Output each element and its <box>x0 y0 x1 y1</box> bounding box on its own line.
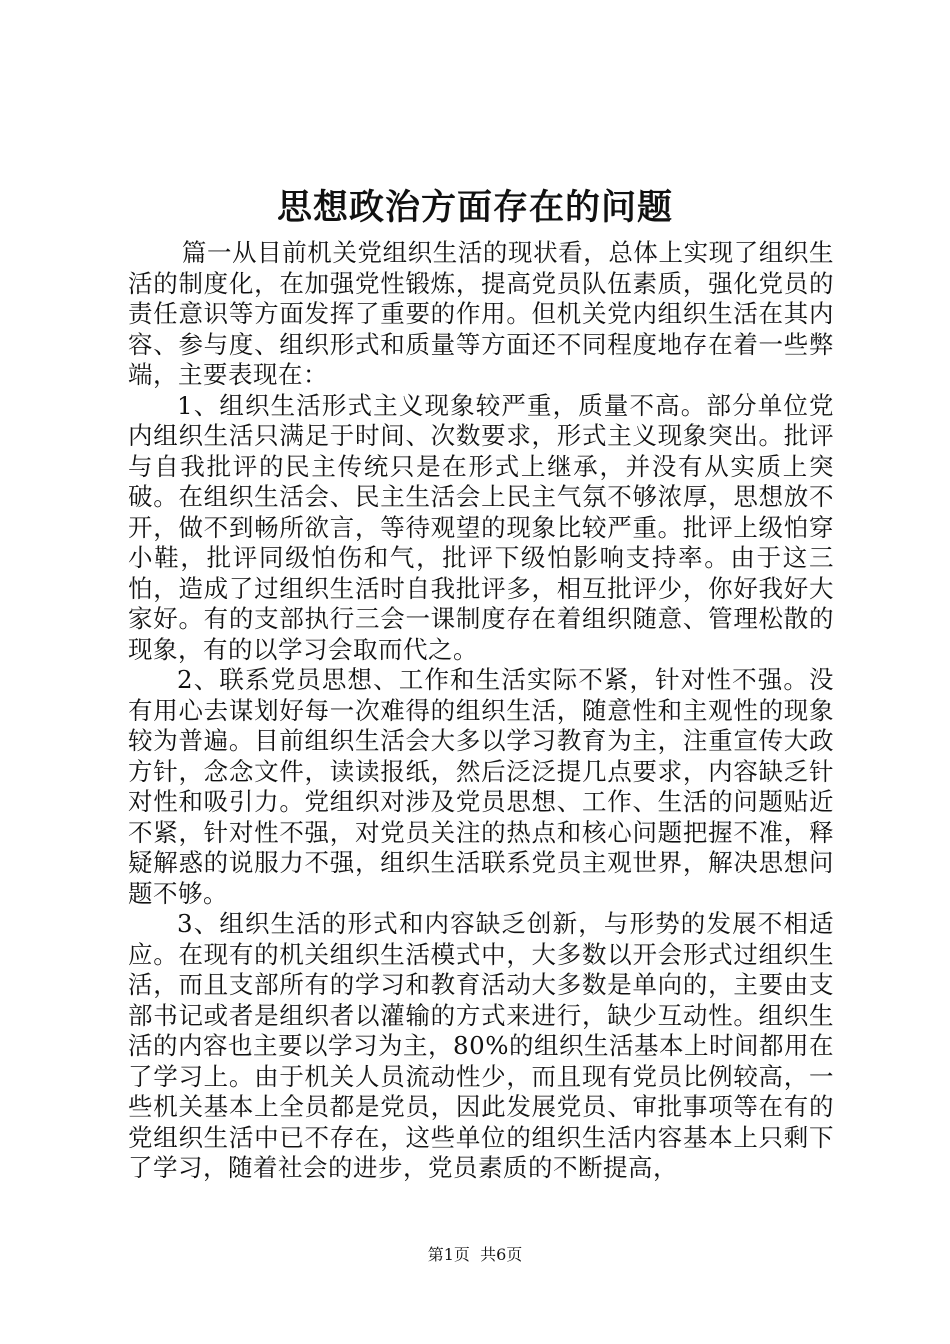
paragraph-point-2: 2、联系党员思想、工作和生活实际不紧，针对性不强。没有用心去谋划好每一次难得的组织生活，随意性和主观性的现象较为普遍。目前组织生活会大多以学习教育为主，注重宣传大政方针，念念文件，读读报纸，然后泛泛提几点要求，内容缺乏针对性和吸引力。党组织对涉及党员思想、工作、生活的问题贴近不紧，针对性不强，对党员关注的热点和核心问题把握不准，释疑解惑的说服力不强，组织生活联系党员主观世界，解决思想问题不够。 <box>128 665 834 908</box>
paragraph-point-3: 3、组织生活的形式和内容缺乏创新，与形势的发展不相适应。在现有的机关组织生活模式中，大多数以开会形式过组织生活，而且支部所有的学习和教育活动大多数是单向的，主要由支部书记或者是组织者以灌输的方式来进行，缺少互动性。组织生活的内容也主要以学习为主，80%的组织生活基本上时间都用在了学习上。由于机关人员流动性少，而且现有党员比例较高，一些机关基本上全员都是党员，因此发展党员、审批事项等在有的党组织生活中已不存在，这些单位的组织生活内容基本上只剩下了学习，随着社会的进步，党员素质的不断提高， <box>128 909 834 1182</box>
paragraph-point-1: 1、组织生活形式主义现象较严重，质量不高。部分单位党内组织生活只满足于时间、次数要求，形式主义现象突出。批评与自我批评的民主传统只是在形式上继承，并没有从实质上突破。在组织生活会、民主生活会上民主气氛不够浓厚，思想放不开，做不到畅所欲言，等待观望的现象比较严重。批评上级怕穿小鞋，批评同级怕伤和气，批评下级怕影响支持率。由于这三怕，造成了过组织生活时自我批评多，相互批评少，你好我好大家好。有的支部执行三会一课制度存在着组织随意、管理松散的现象，有的以学习会取而代之。 <box>128 390 834 664</box>
page-total: 共6页 <box>480 1245 523 1264</box>
document-body <box>128 238 834 1184</box>
page-title: 思想政治方面存在的问题 <box>276 187 673 228</box>
paragraph-intro: 篇一从目前机关党组织生活的现状看，总体上实现了组织生活的制度化，在加强党性锻炼，提高党员队伍素质，强化党员的责任意识等方面发挥了重要的作用。但机关党内组织生活在其内容、参与度、组织形式和质量等方面还不同程度地存在着一些弊端，主要表现在： <box>128 238 834 389</box>
page-number: 第1页 <box>427 1245 470 1264</box>
page-footer <box>0 1244 950 1266</box>
